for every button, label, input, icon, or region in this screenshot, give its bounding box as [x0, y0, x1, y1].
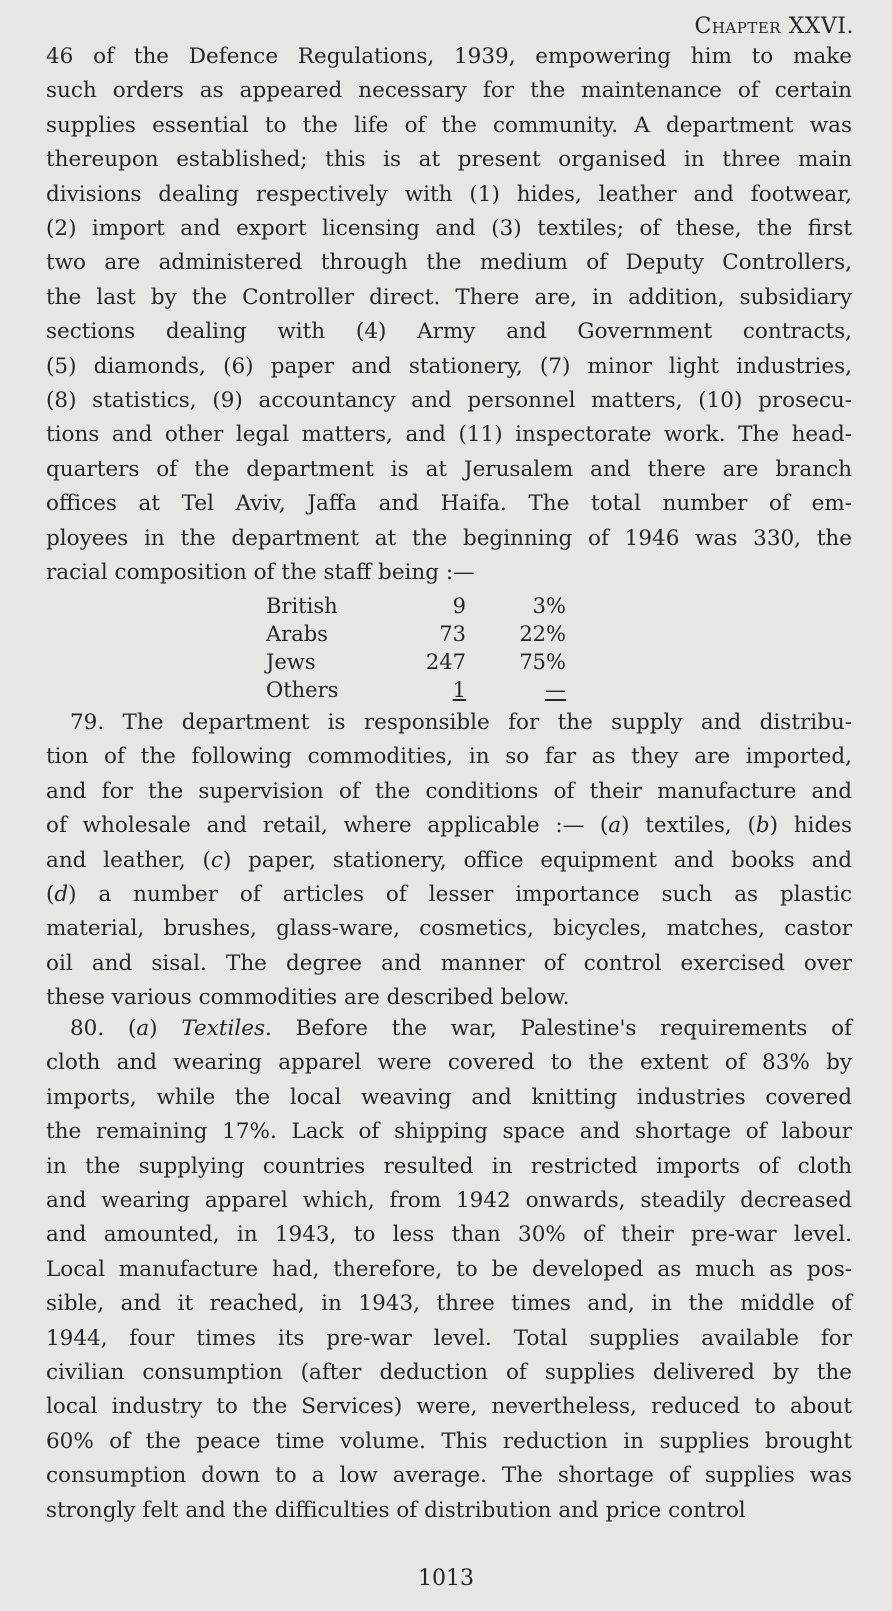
table-row [266, 620, 566, 648]
table-cell-percent: 75% [519, 650, 566, 674]
text-line [46, 1322, 852, 1356]
text-line [46, 522, 852, 556]
text-segment: strongly felt and the difficulties of distribution and price control [46, 1497, 746, 1523]
text-line [46, 912, 852, 946]
text-segment: ployees in the department at the beginning of 1946 was 330, the [46, 525, 852, 551]
text-line [46, 1218, 852, 1252]
text-segment: ) a number of articles of lesser importance such as plastic [68, 882, 852, 908]
text-line [46, 706, 852, 740]
text-line [46, 775, 852, 809]
text-segment: cloth and wearing apparel were covered to the extent of 83% by [46, 1050, 852, 1076]
text-line [46, 487, 852, 521]
text-segment: (8) statistics, (9) accountancy and personnel matters, (10) prosecu- [46, 388, 852, 414]
paragraph-79 [46, 706, 852, 1016]
table-row [266, 648, 566, 676]
table-row [266, 676, 566, 704]
text-line [46, 143, 852, 177]
text-line [46, 1253, 852, 1287]
text-line [46, 212, 852, 246]
paragraph-80 [46, 1012, 852, 1528]
text-segment: ( [46, 882, 55, 908]
text-line [46, 178, 852, 212]
text-segment: the remaining 17%. Lack of shipping space and shortage of labour [46, 1119, 852, 1145]
text-segment: 46 of the Defence Regulations, 1939, empowering him to make [46, 44, 852, 69]
text-line [46, 1150, 852, 1184]
text-line [46, 878, 852, 912]
text-segment: local industry to the Services) were, nevertheless, reduced to about [46, 1394, 852, 1420]
text-segment: quarters of the department is at Jerusalem and there are branch [46, 456, 852, 482]
text-line [46, 556, 852, 590]
text-segment: 60% of the peace time volume. This reduction in supplies brought [46, 1428, 852, 1454]
text-segment: and wearing apparel which, from 1942 onwards, steadily decreased [46, 1188, 852, 1214]
text-line [46, 740, 852, 774]
italic-text: Textiles. [181, 1016, 272, 1041]
text-segment: supplies essential to the life of the community. A department was [46, 112, 852, 138]
text-line [46, 844, 852, 878]
italic-text: a [136, 1016, 150, 1041]
text-segment: ) paper, stationery, office equipment and books and [222, 847, 852, 873]
text-line [46, 809, 852, 843]
table-cell-count: 1 [452, 678, 466, 702]
table-row [266, 592, 566, 620]
text-line [46, 246, 852, 280]
text-segment: 80. ( [70, 1016, 137, 1041]
text-segment: in the supplying countries resulted in restricted imports of cloth [46, 1153, 852, 1179]
text-segment: the last by the Controller direct. There are, in addition, subsidiary [46, 284, 852, 310]
text-line [46, 418, 852, 452]
text-segment: these various commodities are described below. [46, 985, 570, 1011]
text-segment: material, brushes, glass-ware, cosmetics, bicycles, matches, castor [46, 916, 852, 942]
text-line [46, 947, 852, 981]
text-segment: Local manufacture had, therefore, to be developed as much as pos- [46, 1256, 852, 1282]
text-segment: Before the war, Palestine's requirements of [271, 1016, 852, 1041]
italic-text: a [608, 813, 622, 839]
table-cell-percent: 22% [519, 622, 566, 646]
text-segment: sections dealing with (4) Army and Government contracts, [46, 319, 852, 345]
text-segment: (2) import and export licensing and (3) textiles; of these, the first [46, 216, 852, 242]
text-line [46, 109, 852, 143]
text-line [46, 981, 852, 1015]
text-line [46, 1459, 852, 1493]
text-line [46, 384, 852, 418]
text-line [46, 1287, 852, 1321]
text-segment: of wholesale and retail, where applicable :— ( [46, 813, 609, 839]
text-segment: and amounted, in 1943, to less than 30% of their pre-war level. [46, 1222, 852, 1248]
text-line [46, 315, 852, 349]
table-cell-group: Jews [266, 650, 316, 674]
text-segment: tions and other legal matters, and (11) inspectorate work. The head- [46, 422, 852, 448]
text-line [46, 1115, 852, 1149]
text-segment: divisions dealing respectively with (1) hides, leather and footwear, [46, 181, 852, 207]
table-cell-count: 247 [425, 650, 466, 674]
text-line [46, 1390, 852, 1424]
text-segment: 79. The department is responsible for the supply and distribu- [70, 710, 852, 735]
text-segment: ) [149, 1016, 182, 1041]
text-segment: and for the supervision of the conditions of their manufacture and [46, 778, 852, 804]
text-segment: ) hides [769, 813, 853, 839]
text-line [46, 1425, 852, 1459]
table-cell-count: 9 [452, 594, 466, 618]
text-line [46, 1494, 852, 1528]
text-segment: ) textiles, ( [621, 813, 756, 839]
text-segment: racial composition of the staff being :— [46, 560, 475, 586]
text-line [46, 1356, 852, 1390]
text-segment: thereupon established; this is at present organised in three main [46, 147, 852, 173]
text-segment: offices at Tel Aviv, Jaffa and Haifa. The total number of em- [46, 491, 852, 517]
text-segment: 1944, four times its pre-war level. Total supplies available for [46, 1325, 852, 1351]
running-head: Chapter XXVI. [694, 14, 854, 39]
text-segment: civilian consumption (after deduction of supplies delivered by the [46, 1360, 852, 1386]
text-segment: two are administered through the medium of Deputy Controllers, [46, 250, 852, 276]
text-segment: sible, and it reached, in 1943, three times and, in the middle of [46, 1291, 852, 1317]
text-line [46, 453, 852, 487]
table-cell-group: Others [266, 678, 339, 702]
text-line [46, 281, 852, 315]
text-line [46, 1184, 852, 1218]
table-cell-group: Arabs [266, 622, 328, 646]
text-line [46, 1081, 852, 1115]
text-line [46, 40, 852, 74]
text-segment: such orders as appeared necessary for the maintenance of certain [46, 78, 852, 104]
table-cell-percent: — [545, 678, 566, 702]
text-segment: tion of the following commodities, in so far as they are imported, [46, 744, 852, 770]
italic-text: b [755, 813, 770, 839]
italic-text: d [54, 882, 69, 908]
italic-text: c [210, 847, 223, 873]
staff-composition-table [266, 592, 566, 704]
table-cell-group: British [266, 594, 338, 618]
text-segment: imports, while the local weaving and knitting industries covered [46, 1084, 852, 1110]
text-line [46, 350, 852, 384]
table-cell-count: 73 [439, 622, 466, 646]
text-line [46, 74, 852, 108]
text-segment: and leather, ( [46, 847, 211, 873]
text-line [46, 1012, 852, 1046]
text-line [46, 1046, 852, 1080]
table-cell-percent: 3% [532, 594, 566, 618]
text-segment: (5) diamonds, (6) paper and stationery, (7) minor light industries, [46, 353, 852, 379]
text-segment: consumption down to a low average. The shortage of supplies was [46, 1463, 852, 1489]
text-segment: oil and sisal. The degree and manner of control exercised over [46, 950, 852, 976]
paragraph-continuation [46, 40, 852, 591]
page-number: 1013 [418, 1566, 474, 1591]
